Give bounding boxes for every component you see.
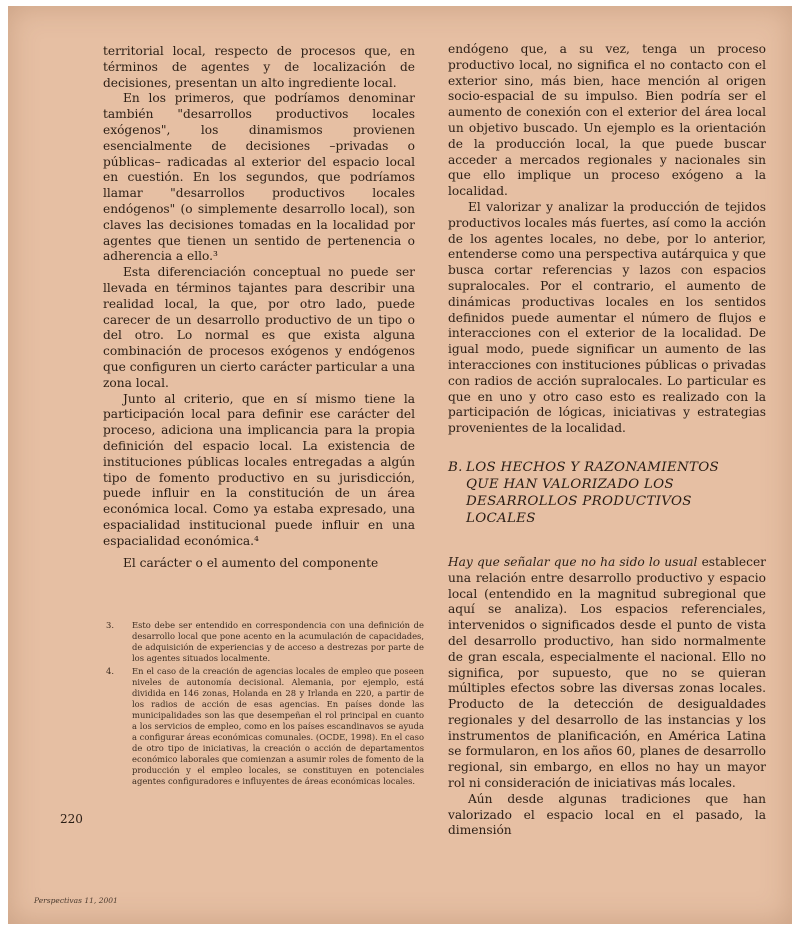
footnote-number: 4. bbox=[106, 666, 114, 676]
footnote-number: 3. bbox=[106, 620, 114, 630]
section-title-line-3: DESARROLLOS PRODUCTIVOS bbox=[466, 493, 692, 509]
section-title-line-1: LOS HECHOS Y RAZONAMIENTOS bbox=[466, 459, 719, 475]
section-number: B. bbox=[448, 459, 463, 475]
paragraph-lead: Hay que señalar que no ha sido lo usual bbox=[448, 554, 698, 569]
footnotes bbox=[106, 620, 424, 789]
section-title-line-2: QUE HAN VALORIZADO LOS bbox=[466, 476, 674, 492]
paragraph: territorial local, respecto de procesos que, en términos de agentes y de localización de decisiones, presentan un alto ingrediente local. bbox=[103, 44, 415, 90]
paragraph: El carácter o el aumento del componente bbox=[123, 555, 379, 570]
footnote-text: En el caso de la creación de agencias locales de empleo que poseen niveles de autonomía decisional. Alemania, por ejemplo, está dividida en 146 zonas, Holanda en 28 y Irlanda en 220, a partir de los radios de acción de esas agencias. En países donde las municipalidades son las que desempeñan el rol principal en cuanto a los servicios de empleo, como en los países escandinavos se ayuda a configurar áreas económicas comunales. (OCDE, 1998). En el caso de otro tipo de iniciativas, la creación o acción de departamentos económico laborales que comienzan a asumir roles de fomento de la producción y el empleo locales, se constituyen en potenciales agentes configuradores e influyentes de áreas económicas locales. bbox=[132, 666, 424, 786]
paragraph: El valorizar y analizar la producción de tejidos productivos locales más fuertes, así como la acción de los agentes locales, no debe, por lo anterior, entenderse como una perspectiva autárquica y que busca cortar referencias y lazos con espacios supralocales. Por el contrario, el aumento de dinámicas productivas locales en los sentidos definidos puede aumentar el número de flujos e interacciones con el exterior de la localidad. De igual modo, puede significar un aumento de las interacciones con instituciones públicas o privadas con radios de acción supralocales. Lo particular es que en uno y otro caso esto es realizado con la participación de lógicas, iniciativas y estrategias provenientes de la localidad. bbox=[448, 199, 766, 436]
document-page bbox=[8, 6, 792, 924]
footnote-text: Esto debe ser entendido en correspondencia con una definición de desarrollo local que pone acento en la acumulación de capacidades, de adquisición de experiencias y de acceso a destrezas por parte de los agentes situados localmente. bbox=[132, 620, 424, 663]
section-title-line-4: LOCALES bbox=[466, 510, 536, 526]
left-column bbox=[103, 44, 415, 571]
running-footer: Perspectivas 11, 2001 bbox=[34, 896, 118, 905]
paragraph: endógeno que, a su vez, tenga un proceso productivo local, no significa el no contacto con el exterior sino, más bien, hace mención al origen socio-espacial de su impulso. Bien podría ser el aumento de conexión con el exterior del área local un objetivo buscado. Un ejemplo es la orientación de la producción local, la que puede buscar acceder a mercados regionales y nacionales sin que ello implique un proceso exógeno a la localidad. bbox=[448, 42, 766, 199]
paragraph bbox=[448, 555, 766, 792]
footnote bbox=[106, 620, 424, 664]
right-column bbox=[448, 42, 766, 839]
paragraph: Esta diferenciación conceptual no puede ser llevada en términos tajantes para describir una realidad local, la que, por otro lado, puede carecer de un desarrollo productivo de un tipo o del otro. Lo normal es que exista alguna combinación de procesos exógenos y endógenos que configuren un cierto carácter particular a una zona local. bbox=[103, 265, 415, 390]
paragraph: Aún desde algunas tradiciones que han valorizado el espacio local en el pasado, la dimensión bbox=[448, 791, 766, 838]
page-number: 220 bbox=[60, 812, 83, 826]
paragraph: Junto al criterio, que en sí mismo tiene la participación local para definir ese carácter del proceso, adiciona una implicancia para la propia definición del espacio local. La existencia de instituciones públicas locales entregadas a algún tipo de fomento productivo en su jurisdicción, puede influir en la constitución de un área económica local. Como ya estaba expresado, una espacialidad institucional puede influir en una espacialidad económica.⁴ bbox=[103, 391, 415, 548]
paragraph-rest: establecer una relación entre desarrollo productivo y espacio local (entendido en la magnitud subregional que aquí se analiza). Los espacios referenciales, intervenidos o significados desde el punto de vista del desarrollo productivo, han sido normalmente de gran escala, especialmente el nacional. Ello no significa, por supuesto, que no se quieran múltiples efectos sobre las diversas zonas locales. Producto de la detección de desigualdades regionales y del desarrollo de las instancias y los instrumentos de planificación, en América Latina se formularon, en los años 60, planes de desarrollo regional, sin embargo, en ellos no hay un mayor rol ni consideración de iniciativas más locales. bbox=[448, 554, 766, 791]
paragraph: En los primeros, que podríamos denominar también "desarrollos productivos locales exógenos", los dinamismos provienen esencialmente de decisiones –privadas o públicas– radicadas al exterior del espacio local en cuestión. En los segundos, que podríamos llamar "desarrollos productivos locales endógenos" (o simplemente desarrollo local), son claves las decisiones tomadas en la localidad por agentes que tienen un sentido de pertenencia o adherencia a ello.³ bbox=[103, 91, 415, 264]
footnote bbox=[106, 666, 424, 787]
section-heading bbox=[448, 459, 766, 527]
